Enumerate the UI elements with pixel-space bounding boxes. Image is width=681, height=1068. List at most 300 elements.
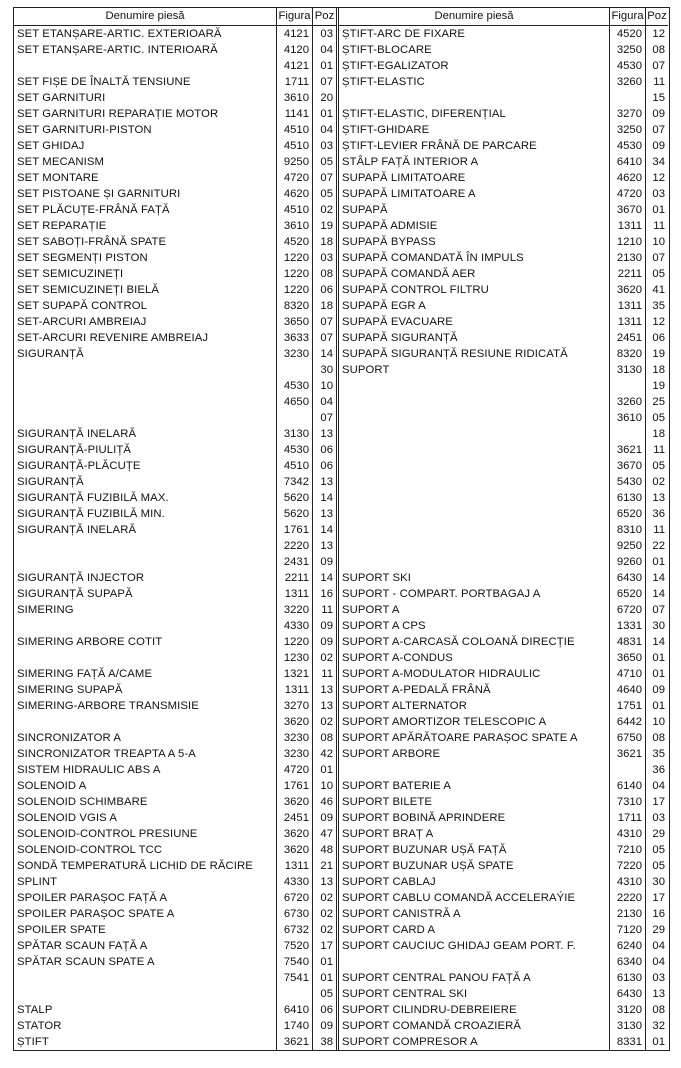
position-number: 18 — [652, 364, 665, 376]
figure-number: 4520 — [616, 28, 642, 40]
table-row — [339, 442, 668, 458]
figure-number: 4120 — [283, 44, 309, 56]
table-header-right — [339, 8, 668, 26]
figure-number: 1311 — [284, 588, 309, 600]
table-row — [14, 730, 336, 746]
table-row — [14, 106, 336, 122]
table-row — [14, 58, 336, 74]
position-number: 19 — [652, 380, 665, 392]
table-row — [14, 122, 336, 138]
position-number: 04 — [320, 124, 333, 136]
position-number: 10 — [652, 236, 665, 248]
position-number: 01 — [652, 204, 665, 216]
figure-number: 6410 — [616, 156, 642, 168]
table-row — [14, 522, 336, 538]
figure-number: 6442 — [616, 716, 642, 728]
figure-number: 8320 — [616, 348, 642, 360]
part-name: SET REPARAȚIE — [17, 220, 107, 232]
table-row — [339, 570, 668, 586]
figure-number: 7220 — [616, 860, 642, 872]
figure-number: 4720 — [616, 188, 642, 200]
position-number: 06 — [320, 460, 333, 472]
figure-number: 4510 — [283, 124, 309, 136]
table-row — [339, 298, 668, 314]
figure-number: 4520 — [283, 236, 309, 248]
table-row — [14, 250, 336, 266]
figure-number: 3620 — [616, 284, 642, 296]
table-row — [339, 874, 668, 890]
figure-number: 3230 — [283, 748, 309, 760]
part-name: SUPORT BUZUNAR UȘĂ FAȚĂ — [342, 844, 507, 856]
figure-number: 7310 — [616, 796, 642, 808]
figure-number: 1220 — [283, 284, 309, 296]
part-name: STATOR — [17, 1020, 62, 1032]
figure-number: 1220 — [283, 252, 309, 264]
table-row — [14, 922, 336, 938]
position-number: 08 — [652, 732, 665, 744]
part-name: SUPORT CENTRAL SKI — [342, 988, 468, 1000]
table-row — [14, 490, 336, 506]
position-number: 14 — [652, 636, 665, 648]
table-row — [339, 778, 668, 794]
figure-number: 4530 — [283, 380, 309, 392]
position-number: 18 — [652, 428, 665, 440]
figure-number: 6130 — [616, 492, 642, 504]
figure-number: 1761 — [283, 780, 309, 792]
table-row — [14, 858, 336, 874]
position-number: 05 — [652, 268, 665, 280]
position-number: 09 — [320, 812, 333, 824]
figure-number: 3621 — [283, 1036, 309, 1048]
table-row — [339, 26, 668, 42]
table-row — [339, 1002, 668, 1018]
part-name: SUPORT COMPRESOR A — [342, 1036, 478, 1048]
position-number: 22 — [652, 540, 665, 552]
table-row — [14, 618, 336, 634]
table-row — [14, 362, 336, 378]
part-name: SIGURANȚĂ FUZIBILĂ MAX. — [17, 492, 169, 504]
table-row — [339, 730, 668, 746]
part-name: SISTEM HIDRAULIC ABS A — [17, 764, 161, 776]
figure-number: 1210 — [616, 236, 642, 248]
table-row — [14, 634, 336, 650]
part-name: SUPAPĂ COMANDĂ AER — [342, 268, 476, 280]
figure-number: 6732 — [283, 924, 309, 936]
position-number: 04 — [652, 956, 665, 968]
part-name: SET PISTOANE ȘI GARNITURI — [17, 188, 181, 200]
position-number: 02 — [652, 476, 665, 488]
position-number: 01 — [320, 972, 333, 984]
table-row — [14, 698, 336, 714]
figure-number: 7120 — [616, 924, 642, 936]
table-row — [14, 394, 336, 410]
part-name: SET MONTARE — [17, 172, 99, 184]
table-row — [339, 602, 668, 618]
position-number: 04 — [652, 940, 665, 952]
part-name: SUPORT BRAȚ A — [342, 828, 434, 840]
position-number: 25 — [652, 396, 665, 408]
table-row — [339, 186, 668, 202]
table-row — [14, 682, 336, 698]
figure-number: 5430 — [616, 476, 642, 488]
figure-number: 4530 — [616, 140, 642, 152]
left-column — [14, 8, 336, 1050]
figure-number: 7342 — [283, 476, 309, 488]
position-number: 07 — [320, 316, 333, 328]
table-row — [14, 330, 336, 346]
position-number: 13 — [320, 700, 333, 712]
position-number: 09 — [652, 140, 665, 152]
position-number: 09 — [320, 556, 333, 568]
part-name: SUPORT CABLU COMANDĂ ACCELERAÝIE — [342, 892, 576, 904]
part-name: SIGURANȚĂ SUPAPĂ — [17, 588, 133, 600]
table-row — [339, 250, 668, 266]
figure-number: 6750 — [616, 732, 642, 744]
figure-number: 3620 — [283, 844, 309, 856]
header-name: Denumire piesă — [105, 10, 185, 22]
part-name: SUPORT A-MODULATOR HIDRAULIC — [342, 668, 541, 680]
position-number: 35 — [652, 748, 665, 760]
figure-number: 1311 — [617, 316, 642, 328]
position-number: 36 — [652, 508, 665, 520]
part-name: SUPAPĂ LIMITATOARE A — [342, 188, 476, 200]
figure-number: 3670 — [616, 204, 642, 216]
table-row — [14, 954, 336, 970]
position-number: 16 — [320, 588, 333, 600]
table-row — [14, 186, 336, 202]
part-name: SUPAPĂ CONTROL FILTRU — [342, 284, 489, 296]
part-name: SUPAPĂ BYPASS — [342, 236, 436, 248]
figure-number: 3621 — [616, 748, 642, 760]
figure-number: 1740 — [283, 1020, 309, 1032]
table-row — [14, 746, 336, 762]
figure-number: 5620 — [283, 508, 309, 520]
position-number: 01 — [652, 1036, 665, 1048]
figure-number: 1220 — [283, 636, 309, 648]
table-row — [339, 122, 668, 138]
part-name: SUPORT ALTERNATOR — [342, 700, 467, 712]
table-row — [339, 74, 668, 90]
figure-number: 1711 — [284, 76, 309, 88]
position-number: 06 — [320, 1004, 333, 1016]
part-name: SUPORT BATERIE A — [342, 780, 451, 792]
position-number: 14 — [320, 348, 333, 360]
part-name: SUPORT BILETE — [342, 796, 433, 808]
part-name: SET SUPAPĂ CONTROL — [17, 300, 148, 312]
figure-number: 2211 — [284, 572, 309, 584]
position-number: 13 — [652, 988, 665, 1000]
part-name: SET PLĂCUȚE-FRÂNĂ FAȚĂ — [17, 204, 170, 216]
part-name: SIGURANȚĂ FUZIBILĂ MIN. — [17, 508, 165, 520]
position-number: 10 — [320, 780, 333, 792]
part-name: STÂLP FAȚĂ INTERIOR A — [342, 156, 479, 168]
part-name: SINCRONIZATOR A — [17, 732, 122, 744]
figure-number: 1761 — [283, 524, 309, 536]
part-name: SET-ARCURI AMBREIAJ — [17, 316, 147, 328]
position-number: 08 — [652, 1004, 665, 1016]
position-number: 46 — [320, 796, 333, 808]
figure-number: 1230 — [283, 652, 309, 664]
position-number: 01 — [320, 956, 333, 968]
figure-number: 7520 — [283, 940, 309, 952]
position-number: 12 — [652, 172, 665, 184]
part-name: SUPAPĂ LIMITATOARE — [342, 172, 466, 184]
position-number: 02 — [320, 924, 333, 936]
figure-number: 2130 — [616, 908, 642, 920]
figure-number: 4510 — [283, 204, 309, 216]
figure-number: 3620 — [283, 828, 309, 840]
part-name: ȘTIFT-BLOCARE — [342, 44, 432, 56]
position-number: 07 — [320, 172, 333, 184]
table-row — [339, 698, 668, 714]
position-number: 07 — [320, 76, 333, 88]
position-number: 21 — [320, 860, 333, 872]
figure-number: 5620 — [283, 492, 309, 504]
position-number: 07 — [652, 604, 665, 616]
position-number: 14 — [652, 572, 665, 584]
figure-number: 9260 — [616, 556, 642, 568]
table-row — [14, 874, 336, 890]
table-header-left — [14, 8, 336, 26]
position-number: 09 — [320, 636, 333, 648]
table-row — [339, 106, 668, 122]
position-number: 02 — [320, 204, 333, 216]
figure-number: 6720 — [283, 892, 309, 904]
position-number: 41 — [652, 284, 665, 296]
table-row — [339, 42, 668, 58]
table-row — [14, 986, 336, 1002]
part-name: SET ETANȘARE-ARTIC. EXTERIOARĂ — [17, 28, 222, 40]
figure-number: 4330 — [283, 620, 309, 632]
part-name: SET SEMICUZINEȚI BIELĂ — [17, 284, 159, 296]
table-row — [339, 970, 668, 986]
part-name: SUPAPĂ EGR A — [342, 300, 426, 312]
table-row — [339, 378, 668, 394]
table-row — [339, 362, 668, 378]
figure-number: 3250 — [616, 124, 642, 136]
figure-number: 4530 — [283, 444, 309, 456]
figure-number: 3270 — [616, 108, 642, 120]
position-number: 19 — [652, 348, 665, 360]
position-number: 13 — [320, 428, 333, 440]
part-name: SIMERING-ARBORE TRANSMISIE — [17, 700, 199, 712]
position-number: 04 — [652, 780, 665, 792]
part-name: SUPORT A-CONDUS — [342, 652, 453, 664]
figure-number: 2220 — [616, 892, 642, 904]
part-name: SIGURANȚĂ-PLĂCUȚE — [17, 460, 141, 472]
table-row — [339, 234, 668, 250]
figure-number: 3260 — [616, 396, 642, 408]
table-row — [14, 650, 336, 666]
position-number: 34 — [652, 156, 665, 168]
table-row — [339, 906, 668, 922]
position-number: 07 — [652, 252, 665, 264]
figure-number: 8320 — [283, 300, 309, 312]
position-number: 29 — [652, 924, 665, 936]
table-row — [14, 906, 336, 922]
position-number: 05 — [652, 412, 665, 424]
figure-number: 9250 — [283, 156, 309, 168]
table-row — [14, 762, 336, 778]
figure-number: 1331 — [616, 620, 642, 632]
table-row — [14, 890, 336, 906]
figure-number: 2451 — [616, 332, 642, 344]
part-name: SUPORT SKI — [342, 572, 412, 584]
figure-number: 3621 — [616, 444, 642, 456]
part-name: SET-ARCURI REVENIRE AMBREIAJ — [17, 332, 209, 344]
position-number: 03 — [320, 252, 333, 264]
table-row — [14, 586, 336, 602]
table-row — [339, 266, 668, 282]
table-row — [14, 298, 336, 314]
table-row — [339, 794, 668, 810]
table-row — [14, 474, 336, 490]
table-row — [339, 810, 668, 826]
part-name: SUPORT CABLAJ — [342, 876, 436, 888]
table-row — [339, 410, 668, 426]
part-name: SIGURANȚĂ — [17, 476, 84, 488]
table-row — [14, 42, 336, 58]
figure-number: 8310 — [616, 524, 642, 536]
position-number: 06 — [320, 444, 333, 456]
figure-number: 1321 — [283, 668, 309, 680]
part-name: ȘTIFT-ARC DE FIXARE — [342, 28, 466, 40]
position-number: 03 — [320, 140, 333, 152]
part-name: SONDĂ TEMPERATURĂ LICHID DE RĂCIRE — [17, 860, 253, 872]
table-row — [339, 426, 668, 442]
figure-number: 3610 — [283, 92, 309, 104]
part-name: SUPORT CILINDRU-DEBREIERE — [342, 1004, 517, 1016]
part-name: STALP — [17, 1004, 53, 1016]
table-row — [14, 282, 336, 298]
part-name: SUPORT CAUCIUC GHIDAJ GEAM PORT. F. — [342, 940, 576, 952]
figure-number: 4620 — [283, 188, 309, 200]
part-name: SIGURANȚĂ-PIULIȚĂ — [17, 444, 132, 456]
position-number: 14 — [652, 588, 665, 600]
table-row — [339, 490, 668, 506]
position-number: 09 — [652, 684, 665, 696]
figure-number: 4710 — [616, 668, 642, 680]
figure-number: 3270 — [283, 700, 309, 712]
header-figura: Figura — [278, 10, 311, 22]
header-poz: Poz — [647, 10, 667, 22]
position-number: 05 — [652, 860, 665, 872]
figure-number: 6520 — [616, 508, 642, 520]
part-name: SIMERING — [17, 604, 74, 616]
figure-number: 4650 — [283, 396, 309, 408]
table-row — [14, 426, 336, 442]
table-row — [14, 218, 336, 234]
figure-number: 6730 — [283, 908, 309, 920]
part-name: SUPORT CANISTRĂ A — [342, 908, 461, 920]
table-row — [339, 986, 668, 1002]
table-row — [339, 922, 668, 938]
position-number: 05 — [320, 156, 333, 168]
part-name: SUPORT BUZUNAR UȘĂ SPATE — [342, 860, 514, 872]
position-number: 05 — [320, 988, 333, 1000]
part-name: SOLENOID SCHIMBARE — [17, 796, 148, 808]
header-name: Denumire piesă — [434, 10, 514, 22]
table-row — [339, 586, 668, 602]
part-name: SIGURANȚĂ INELARĂ — [17, 524, 137, 536]
table-row — [339, 314, 668, 330]
figure-number: 4640 — [616, 684, 642, 696]
parts-table — [13, 7, 670, 1051]
position-number: 29 — [652, 828, 665, 840]
figure-number: 4121 — [283, 60, 309, 72]
position-number: 13 — [652, 492, 665, 504]
part-name: SUPAPĂ COMANDATĂ ÎN IMPULS — [342, 252, 524, 264]
part-name: SET SEGMENȚI PISTON — [17, 252, 148, 264]
position-number: 35 — [652, 300, 665, 312]
position-number: 06 — [652, 332, 665, 344]
position-number: 03 — [652, 188, 665, 200]
part-name: ȘTIFT-EGALIZATOR — [342, 60, 449, 72]
part-name: ȘTIFT-LEVIER FRÂNĂ DE PARCARE — [342, 140, 537, 152]
figure-number: 3130 — [283, 428, 309, 440]
position-number: 05 — [320, 188, 333, 200]
figure-number: 3633 — [283, 332, 309, 344]
position-number: 11 — [321, 668, 333, 680]
figure-number: 4510 — [283, 140, 309, 152]
part-name: SET MECANISM — [17, 156, 104, 168]
part-name: SOLENOID VGIS A — [17, 812, 118, 824]
position-number: 15 — [652, 92, 665, 104]
table-row — [14, 170, 336, 186]
table-row — [339, 394, 668, 410]
figure-number: 7210 — [616, 844, 642, 856]
part-name: ȘTIFT-ELASTIC — [342, 76, 425, 88]
position-number: 13 — [320, 508, 333, 520]
position-number: 38 — [320, 1036, 333, 1048]
part-name: SOLENOID A — [17, 780, 87, 792]
figure-number: 3250 — [616, 44, 642, 56]
table-row — [14, 314, 336, 330]
part-name: SUPORT AMORTIZOR TELESCOPIC A — [342, 716, 547, 728]
position-number: 11 — [653, 444, 665, 456]
position-number: 08 — [320, 732, 333, 744]
position-number: 17 — [320, 940, 333, 952]
position-number: 13 — [320, 684, 333, 696]
table-row — [339, 346, 668, 362]
figure-number: 3220 — [283, 604, 309, 616]
position-number: 02 — [320, 716, 333, 728]
position-number: 03 — [652, 812, 665, 824]
part-name: SUPAPĂ ADMISIE — [342, 220, 438, 232]
part-name: SUPAPĂ — [342, 204, 388, 216]
figure-number: 2130 — [616, 252, 642, 264]
table-row — [339, 218, 668, 234]
position-number: 03 — [320, 28, 333, 40]
part-name: SUPORT A-CARCASĂ COLOANĂ DIRECȚIE — [342, 636, 575, 648]
table-row — [14, 346, 336, 362]
position-number: 10 — [320, 380, 333, 392]
figure-number: 6520 — [616, 588, 642, 600]
position-number: 11 — [653, 524, 665, 536]
figure-number: 7541 — [283, 972, 309, 984]
position-number: 19 — [320, 220, 333, 232]
table-row — [339, 554, 668, 570]
table-row — [14, 74, 336, 90]
table-row — [14, 90, 336, 106]
position-number: 11 — [653, 76, 665, 88]
figure-number: 3130 — [616, 364, 642, 376]
position-number: 05 — [652, 460, 665, 472]
table-row — [14, 794, 336, 810]
position-number: 20 — [320, 92, 333, 104]
figure-number: 4510 — [283, 460, 309, 472]
part-name: SUPORT A — [342, 604, 400, 616]
